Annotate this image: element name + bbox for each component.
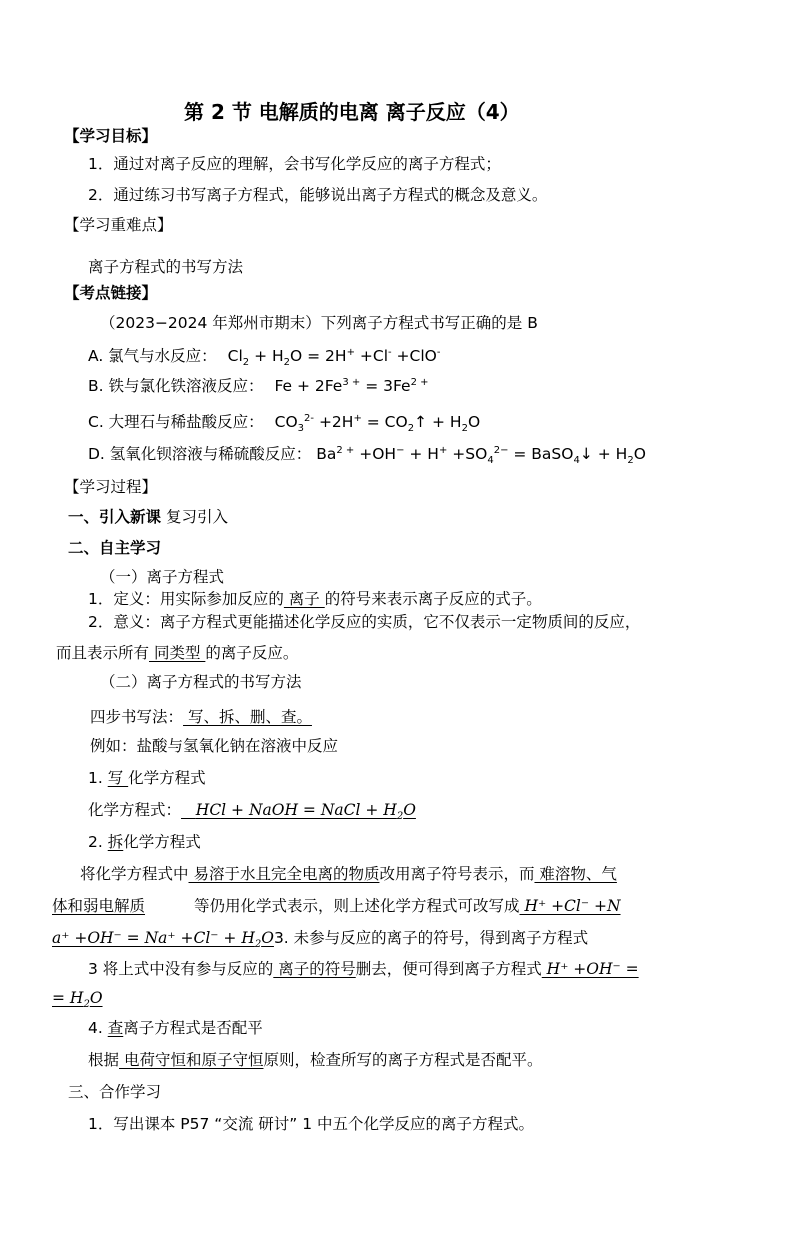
option-d [88,443,646,465]
step-4-blank: 查 [107,1019,124,1037]
step-2-blank: 拆 [107,833,124,851]
option-c-label: C. 大理石与稀盐酸反应： [88,413,264,431]
paragraph-line-2: 体和弱电解质 等仍用化学式表示，则上述化学方程式可改写成 H⁺ +Cl⁻ +N [52,897,621,915]
step-4-line: 4. 查离子方程式是否配平 [88,1019,263,1037]
difficulty-heading: 【学习重难点】 [64,216,173,234]
four-steps-line: 四步书写法： 写、拆、删、查。 [90,708,312,726]
exam-heading: 【考点链接】 [64,284,158,302]
meaning-blank-fill: 同类型 [149,644,206,662]
goal-item-1: 1．通过对离子反应的理解，会书写化学反应的离子方程式； [88,155,501,173]
four-steps-blank: 写、拆、删、查。 [183,708,312,726]
section-1-title: 一、引入新课 [68,508,162,526]
meaning-line-1: 2．意义：离子方程式更能描述化学反应的实质，它不仅表示一定物质间的反应， [88,613,641,631]
definition-line: 1．定义：用实际参加反应的 离子 的符号来表示离子反应的式子。 [88,590,542,608]
exam-question: （2023−2024 年郑州市期末）下列离子方程式书写正确的是 B [100,314,538,332]
goal-item-2: 2．通过练习书写离子方程式，能够说出离子方程式的概念及意义。 [88,186,548,204]
option-c [88,411,480,433]
section-1 [68,506,228,528]
ionic-rewrite-part-1: H⁺ +Cl⁻ +N [519,897,621,915]
net-ionic-equation-part-2: = $H_2O$ [52,989,103,1011]
page-title: 第 2 节 电解质的电离 离子反应（4） [184,100,520,124]
paragraph-line-1: 将化学方程式中 易溶于水且完全电离的物质改用离子符号表示，而 难溶物、气 [80,865,617,883]
conservation-blank: 电荷守恒和原子守恒 [119,1051,264,1069]
soluble-blank: 易溶于水且完全电离的物质 [188,865,380,883]
difficulty-text: 离子方程式的书写方法 [88,258,244,276]
option-b [88,375,429,397]
paragraph-line-5 [52,987,182,1009]
option-b-label: B. 铁与氯化铁溶液反应： [88,377,264,395]
step-2-line: 2. 拆化学方程式 [88,833,201,851]
paragraph-line-3: $a^+ +OH^- = Na^+ +Cl^- + H_2O3$. 未参与反应的离子的符号，得到离子方程式 [52,929,589,951]
task-1: 1．写出课本 P57 “交流 研讨” 1 中五个化学反应的离子方程式。 [88,1115,534,1133]
ion-symbol-blank: 离子的符号 [273,960,356,978]
basis-line: 根据 电荷守恒和原子守恒原则，检查所写的离子方程式是否配平。 [88,1051,543,1069]
option-a-formula: $Cl_2 + H_2O = 2H^+ +Cl^- +ClO^-$ [227,346,441,369]
section-2-title: 二、自主学习 [68,539,162,557]
option-b-formula: $Fe + 2Fe^{3 +} = 3Fe^{2 +}$ [274,376,429,395]
option-a-label: A. 氯气与水反应： [88,347,217,365]
goals-heading: 【学习目标】 [64,127,158,145]
example-line: 例如：盐酸与氢氧化钠在溶液中反应 [90,737,339,755]
subsection-1-title: （一）离子方程式 [100,568,225,586]
step-1-blank: 写 [107,769,129,787]
option-c-formula: $CO_3^{2-} +2H^+$ = $CO_2↑ + H_2O$ [274,412,481,435]
process-heading: 【学习过程】 [64,478,158,496]
step-1-line: 1. 写 化学方程式 [88,769,206,787]
insoluble-blank: 难溶物、气 [534,865,617,883]
definition-blank: 离子 [283,590,325,608]
weak-electrolyte-blank: 体和弱电解质 [52,897,146,915]
ionic-rewrite-part-2: $a^+ +OH^- = Na^+ +Cl^- + H_2O$ [52,929,274,951]
chemical-equation-line: 化学方程式： HCl + NaOH = NaCl + $H_2O$ [88,799,559,821]
paragraph-line-4: 3 将上式中没有参与反应的 离子的符号删去，便可得到离子方程式 H⁺ +OH⁻ = [88,960,639,978]
meaning-line-2: 而且表示所有 同类型 的离子反应。 [56,644,299,662]
option-d-label: D. 氢氧化钡溶液与稀硫酸反应： [88,445,312,463]
option-d-formula: $Ba^{2 +} +OH^- + H^+ +SO_4^{2-}$ = BaSO$_4$↓ + $H_2O$ [316,444,646,467]
section-1-rest: 复习引入 [161,508,228,526]
chemical-equation: HCl + NaOH = NaCl + $H_2O$ [195,801,416,823]
subsection-2-title: （二）离子方程式的书写方法 [100,673,302,691]
section-3-title: 三、合作学习 [68,1083,162,1101]
option-a [88,345,440,367]
net-ionic-equation-part-1: H⁺ +OH⁻ = [541,960,639,978]
